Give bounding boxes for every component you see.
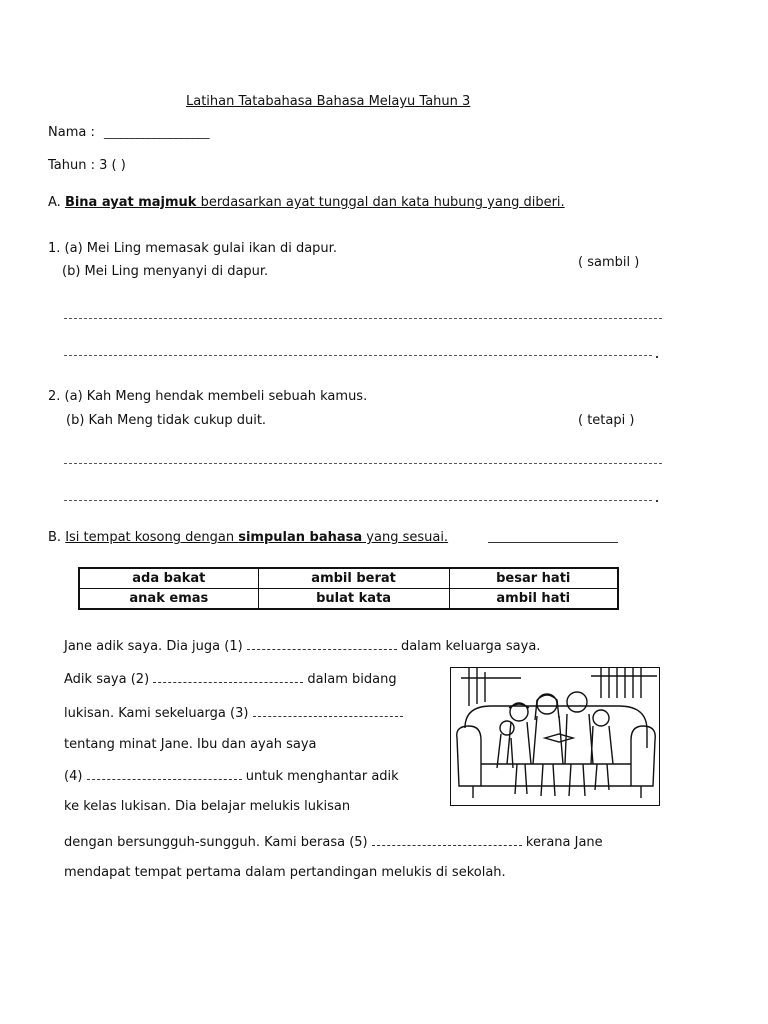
passage-line-6 xyxy=(64,799,350,814)
passage-text: untuk menghantar adik xyxy=(245,769,399,784)
year-label: Tahun : 3 ( ) xyxy=(48,158,126,173)
passage-text: (4) xyxy=(64,769,83,784)
section-b-bold: simpulan bahasa xyxy=(238,530,363,545)
section-b-heading xyxy=(48,530,448,545)
blank-1[interactable] xyxy=(247,637,397,650)
table-cell: anak emas xyxy=(79,589,258,610)
passage-text: tentang minat Jane. Ibu dan ayah saya xyxy=(64,737,317,752)
q2-sentence-a: 2. (a) Kah Meng hendak membeli sebuah kamus. xyxy=(48,389,368,404)
table-cell: ambil hati xyxy=(449,589,618,610)
passage-line-2 xyxy=(64,670,397,687)
q2-sentence-b: (b) Kah Meng tidak cukup duit. xyxy=(66,413,267,428)
q1-full-stop xyxy=(656,356,658,358)
name-label: Nama : xyxy=(48,125,95,140)
table-cell: besar hati xyxy=(449,568,618,589)
passage-line-1 xyxy=(64,637,540,654)
q2-answer-line-2[interactable] xyxy=(64,500,652,501)
q2-full-stop xyxy=(656,500,658,502)
passage-text: ke kelas lukisan. Dia belajar melukis lukisan xyxy=(64,799,351,814)
name-field[interactable]: ___________________ xyxy=(104,125,209,140)
passage-text: dalam bidang xyxy=(307,672,397,687)
section-a-letter: A. xyxy=(48,195,61,210)
section-a-rest: berdasarkan ayat tunggal dan kata hubung yang diberi. xyxy=(196,195,565,210)
section-a-heading xyxy=(48,195,565,210)
passage-text: kerana Jane xyxy=(525,835,603,850)
passage-line-3 xyxy=(64,704,403,721)
section-b-letter: B. xyxy=(48,530,62,545)
section-a-bold: Bina ayat majmuk xyxy=(64,195,197,210)
passage-line-7 xyxy=(64,833,603,850)
passage-text: mendapat tempat pertama dalam pertandingan melukis di sekolah. xyxy=(64,865,506,880)
passage-text: Adik saya (2) xyxy=(64,672,150,687)
table-row xyxy=(79,568,618,589)
q2-answer-line-1[interactable] xyxy=(64,463,662,464)
q1-answer-line-1[interactable] xyxy=(64,318,662,319)
family-on-sofa-illustration xyxy=(451,668,659,805)
blank-4[interactable] xyxy=(87,767,242,780)
passage-line-8 xyxy=(64,865,506,880)
passage-text: lukisan. Kami sekeluarga (3) xyxy=(64,706,249,721)
table-cell: ada bakat xyxy=(79,568,258,589)
q1-conjunction-hint: ( sambil ) xyxy=(578,255,640,270)
passage-line-4 xyxy=(64,737,316,752)
section-b-part2: yang sesuai. xyxy=(362,530,449,545)
blank-5[interactable] xyxy=(372,833,522,846)
q1-sentence-b: (b) Mei Ling menyanyi di dapur. xyxy=(62,264,269,279)
q1-answer-line-2[interactable] xyxy=(64,355,652,356)
page-title: Latihan Tatabahasa Bahasa Melayu Tahun 3 xyxy=(186,94,471,109)
blank-2[interactable] xyxy=(153,670,303,683)
family-picture xyxy=(450,667,660,806)
table-cell: ambil berat xyxy=(258,568,449,589)
blank-3[interactable] xyxy=(253,704,403,717)
q2-conjunction-hint: ( tetapi ) xyxy=(578,413,635,428)
passage-text: dengan bersungguh-sungguh. Kami berasa (5) xyxy=(64,835,368,850)
section-b-underline-extension xyxy=(488,542,618,543)
passage-text: dalam keluarga saya. xyxy=(400,639,541,654)
passage-line-5 xyxy=(64,767,399,784)
q1-sentence-a: 1. (a) Mei Ling memasak gulai ikan di dapur. xyxy=(48,241,337,256)
section-b-part1: Isi tempat kosong dengan xyxy=(65,530,239,545)
table-row xyxy=(79,589,618,610)
passage-text: Jane adik saya. Dia juga (1) xyxy=(64,639,243,654)
table-cell: bulat kata xyxy=(258,589,449,610)
idiom-word-table xyxy=(78,567,619,610)
